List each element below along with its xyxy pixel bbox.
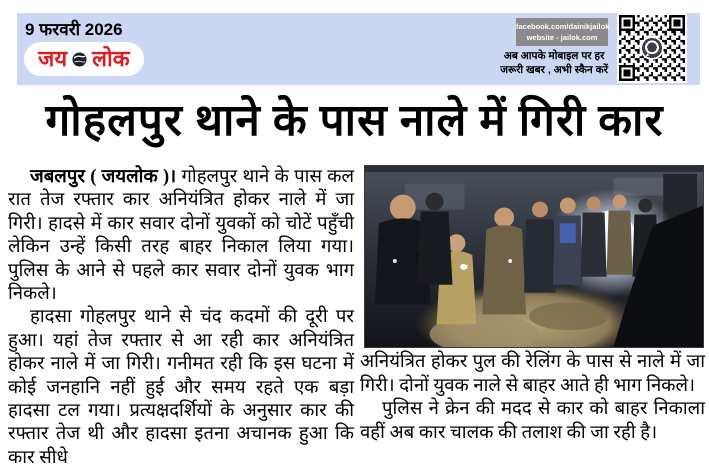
social-links-box — [516, 18, 608, 46]
scan-promo-line2: जरूरी खबर , अभी स्कैन करें — [500, 64, 608, 76]
whatsapp-icon — [640, 36, 664, 60]
continuation-paragraph: अनियंत्रित होकर पुल की रेलिंग के पास से नाले में जा गिरी। दोनों युवक नाले से बाहर आते ही भाग निकले। — [360, 352, 705, 396]
article-paragraph: हादसा गोहलपुर थाने से चंद कदमों की दूरी पर हुआ। यहां तेज रफ्तार से आ रही कार अनियंत्रित होकर नाले में जा गिरी। गनीमत रही कि इस घटना में कोई जनहानि नहीं हुई और समय रहते एक बड़ा हादसा टल गया। प्रत्यक्षदर्शियों के अनुसार कार की रफ्तार तेज थी और हादसा इतना अचानक हुआ कि कार सीधे — [8, 307, 354, 468]
article-headline: गोहलपुर थाने के पास नाले में गिरी कार — [45, 96, 664, 145]
article-body-column — [8, 166, 354, 470]
article-continuation-column — [360, 351, 705, 445]
logo-word-second: लोक — [92, 46, 130, 71]
dateline: जबलपुर ( जयलोक )। — [30, 167, 177, 187]
article-paragraph — [8, 166, 354, 306]
newspaper-logo — [24, 42, 144, 76]
continuation-paragraph: पुलिस ने क्रेन की मदद से कार को बाहर निकाला वहीं अब कार चालक की तलाश की जा रही है। — [360, 399, 705, 443]
accident-scene-photo — [364, 165, 704, 348]
logo-word-first: जय — [38, 46, 68, 71]
masthead-banner — [17, 13, 700, 85]
website-url: website - jailok.com — [526, 33, 598, 42]
facebook-url: facebook.com/dainikjailok — [516, 22, 610, 31]
qr-code — [617, 13, 687, 83]
paragraph-text: गोहलपुर थाने के पास कल रात तेज रफ्तार कार अनियंत्रित होकर नाले में जा गिरी। हादसे में कार सवार दोनों युवकों को चोटें पहुँची लेकिन उन्हें किसी तरह बाहर निकाल लिया गया। पुलिस के आने से पहले कार सवार दोनों युवक भाग निकले। — [8, 167, 355, 305]
edition-date: 9 फरवरी 2026 — [25, 20, 123, 39]
scan-promo-line1: अब आपके मोबाइल पर हर — [503, 50, 605, 62]
globe-icon — [72, 52, 87, 67]
scan-promo-text — [500, 49, 608, 77]
